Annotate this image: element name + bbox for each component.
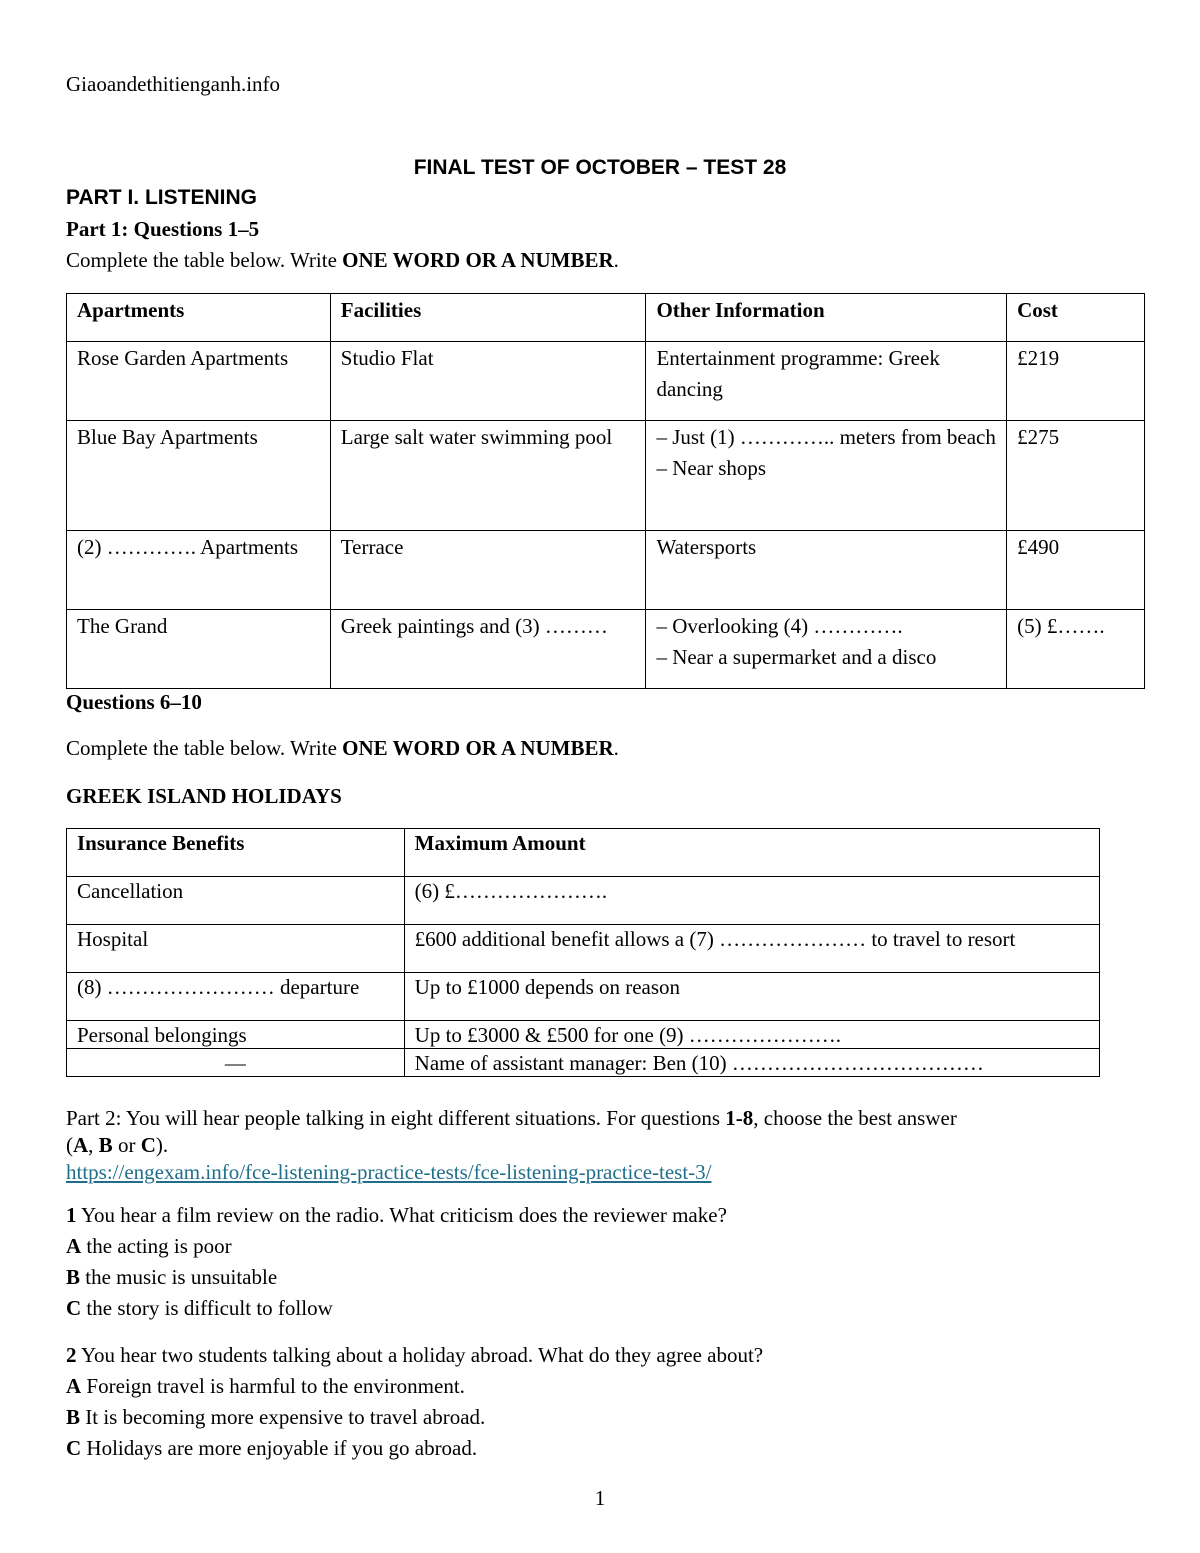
instruction-emphasis: ONE WORD OR A NUMBER: [342, 248, 614, 272]
part2-question-range: 1-8: [725, 1106, 754, 1130]
table-cell: [646, 421, 1007, 531]
table-row: [67, 1049, 1100, 1077]
table-cell: Up to £3000 & £500 for one (9) ………………….: [404, 1021, 1099, 1049]
table-row: [67, 342, 1145, 421]
column-header: Apartments: [67, 294, 331, 342]
question-1-option-b: [66, 1265, 277, 1290]
table-row: [67, 925, 1100, 973]
part2-intro: [66, 1106, 957, 1131]
table-cell: The Grand: [67, 610, 331, 689]
table-header-row: [67, 829, 1100, 877]
table-cell: (8) …………………… departure: [67, 973, 405, 1021]
column-header: Other Information: [646, 294, 1007, 342]
table-cell: Terrace: [330, 531, 646, 610]
table-row: [67, 610, 1145, 689]
table-row: [67, 1021, 1100, 1049]
table-cell: [646, 610, 1007, 689]
test-title: FINAL TEST OF OCTOBER – TEST 28: [413, 156, 787, 179]
table-cell: £275: [1007, 421, 1145, 531]
column-header: Cost: [1007, 294, 1145, 342]
part2-intro-text-end: , choose the best answer: [753, 1106, 957, 1130]
table-cell: £219: [1007, 342, 1145, 421]
table-cell: [646, 531, 1007, 610]
question-text: You hear a film review on the radio. What criticism does the reviewer make?: [76, 1203, 727, 1227]
table-cell: Greek paintings and (3) ………: [330, 610, 646, 689]
column-header: Maximum Amount: [404, 829, 1099, 877]
table-cell: Up to £1000 depends on reason: [404, 973, 1099, 1021]
table-cell: Rose Garden Apartments: [67, 342, 331, 421]
instruction-end: .: [613, 248, 619, 272]
table-cell: Hospital: [67, 925, 405, 973]
instruction-emphasis: ONE WORD OR A NUMBER: [342, 736, 614, 760]
question-number: 1: [66, 1203, 77, 1227]
table-row: [67, 877, 1100, 925]
table-cell: —: [67, 1049, 405, 1077]
option-letter: C: [66, 1436, 82, 1460]
instruction-end: .: [613, 736, 619, 760]
table-title: GREEK ISLAND HOLIDAYS: [66, 784, 342, 808]
question-text: You hear two students talking about a holiday abroad. What do they agree about?: [76, 1343, 764, 1367]
column-header: Insurance Benefits: [67, 829, 405, 877]
option-text: Foreign travel is harmful to the environment.: [81, 1374, 465, 1398]
table-cell: £600 additional benefit allows a (7) ………………… to travel to resort: [404, 925, 1099, 973]
option-letter: A: [66, 1234, 82, 1258]
table-cell: Cancellation: [67, 877, 405, 925]
question-1-option-a: [66, 1234, 232, 1259]
option-letter: B: [66, 1265, 81, 1289]
part2-intro-text: Part 2: You will hear people talking in eight different situations. For questions: [66, 1106, 726, 1130]
table-cell: (5) £…….: [1007, 610, 1145, 689]
questions-1-5-heading: Part 1: Questions 1–5: [66, 217, 260, 241]
header-site-name: Giaoandethitienganh.info: [66, 72, 281, 96]
instruction-1: [66, 248, 619, 273]
instruction-text: Complete the table below. Write: [66, 736, 343, 760]
question-number: 2: [66, 1343, 77, 1367]
practice-test-link[interactable]: https://engexam.info/fce-listening-practice-tests/fce-listening-practice-test-3/: [66, 1160, 712, 1184]
option-letter: C: [66, 1296, 82, 1320]
cell-line: – Near a supermarket and a disco: [656, 645, 937, 669]
question-2-option-c: [66, 1436, 477, 1461]
column-header: Facilities: [330, 294, 646, 342]
option-letter: B: [66, 1405, 81, 1429]
option-text: the music is unsuitable: [80, 1265, 278, 1289]
table-cell: Blue Bay Apartments: [67, 421, 331, 531]
question-2-option-b: [66, 1405, 485, 1430]
question-2: [66, 1343, 763, 1368]
table-row: [67, 421, 1145, 531]
page-number: 1: [594, 1486, 606, 1510]
instruction-text: Complete the table below. Write: [66, 248, 343, 272]
part1-heading: PART I. LISTENING: [66, 186, 257, 209]
table-row: [67, 531, 1145, 610]
question-1: [66, 1203, 727, 1228]
part2-intro-line2: [66, 1133, 168, 1158]
table-cell: Personal belongings: [67, 1021, 405, 1049]
table-cell: [646, 342, 1007, 421]
option-text: the acting is poor: [81, 1234, 232, 1258]
option-text: It is becoming more expensive to travel abroad.: [80, 1405, 486, 1429]
cell-line: – Just (1) ………….. meters from beach: [656, 425, 996, 449]
question-2-option-a: [66, 1374, 465, 1399]
instruction-2: [66, 736, 619, 761]
table-cell: £490: [1007, 531, 1145, 610]
punctuation: ,: [88, 1133, 99, 1157]
table-row: [67, 973, 1100, 1021]
cell-line: – Overlooking (4) ………….: [656, 614, 903, 638]
table-cell: Name of assistant manager: Ben (10) ………………………………: [404, 1049, 1099, 1077]
option-text: the story is difficult to follow: [81, 1296, 333, 1320]
insurance-table: [66, 828, 1100, 1077]
punctuation: (: [66, 1133, 73, 1157]
option-text: Holidays are more enjoyable if you go abroad.: [81, 1436, 478, 1460]
table-cell: Studio Flat: [330, 342, 646, 421]
table-cell: (6) £………………….: [404, 877, 1099, 925]
option-letter: A: [66, 1374, 82, 1398]
cell-line: Entertainment programme: Greek dancing: [656, 346, 940, 401]
option-letter: B: [98, 1133, 113, 1157]
table-cell: (2) …………. Apartments: [67, 531, 331, 610]
punctuation: ).: [155, 1133, 169, 1157]
apartments-table: [66, 293, 1145, 689]
cell-line: Watersports: [656, 535, 757, 559]
table-cell: Large salt water swimming pool: [330, 421, 646, 531]
cell-line: – Near shops: [656, 456, 767, 480]
connector-text: or: [112, 1133, 141, 1157]
table-header-row: [67, 294, 1145, 342]
option-letter: C: [140, 1133, 156, 1157]
question-1-option-c: [66, 1296, 333, 1321]
option-letter: A: [73, 1133, 89, 1157]
questions-6-10-heading: Questions 6–10: [66, 690, 202, 714]
